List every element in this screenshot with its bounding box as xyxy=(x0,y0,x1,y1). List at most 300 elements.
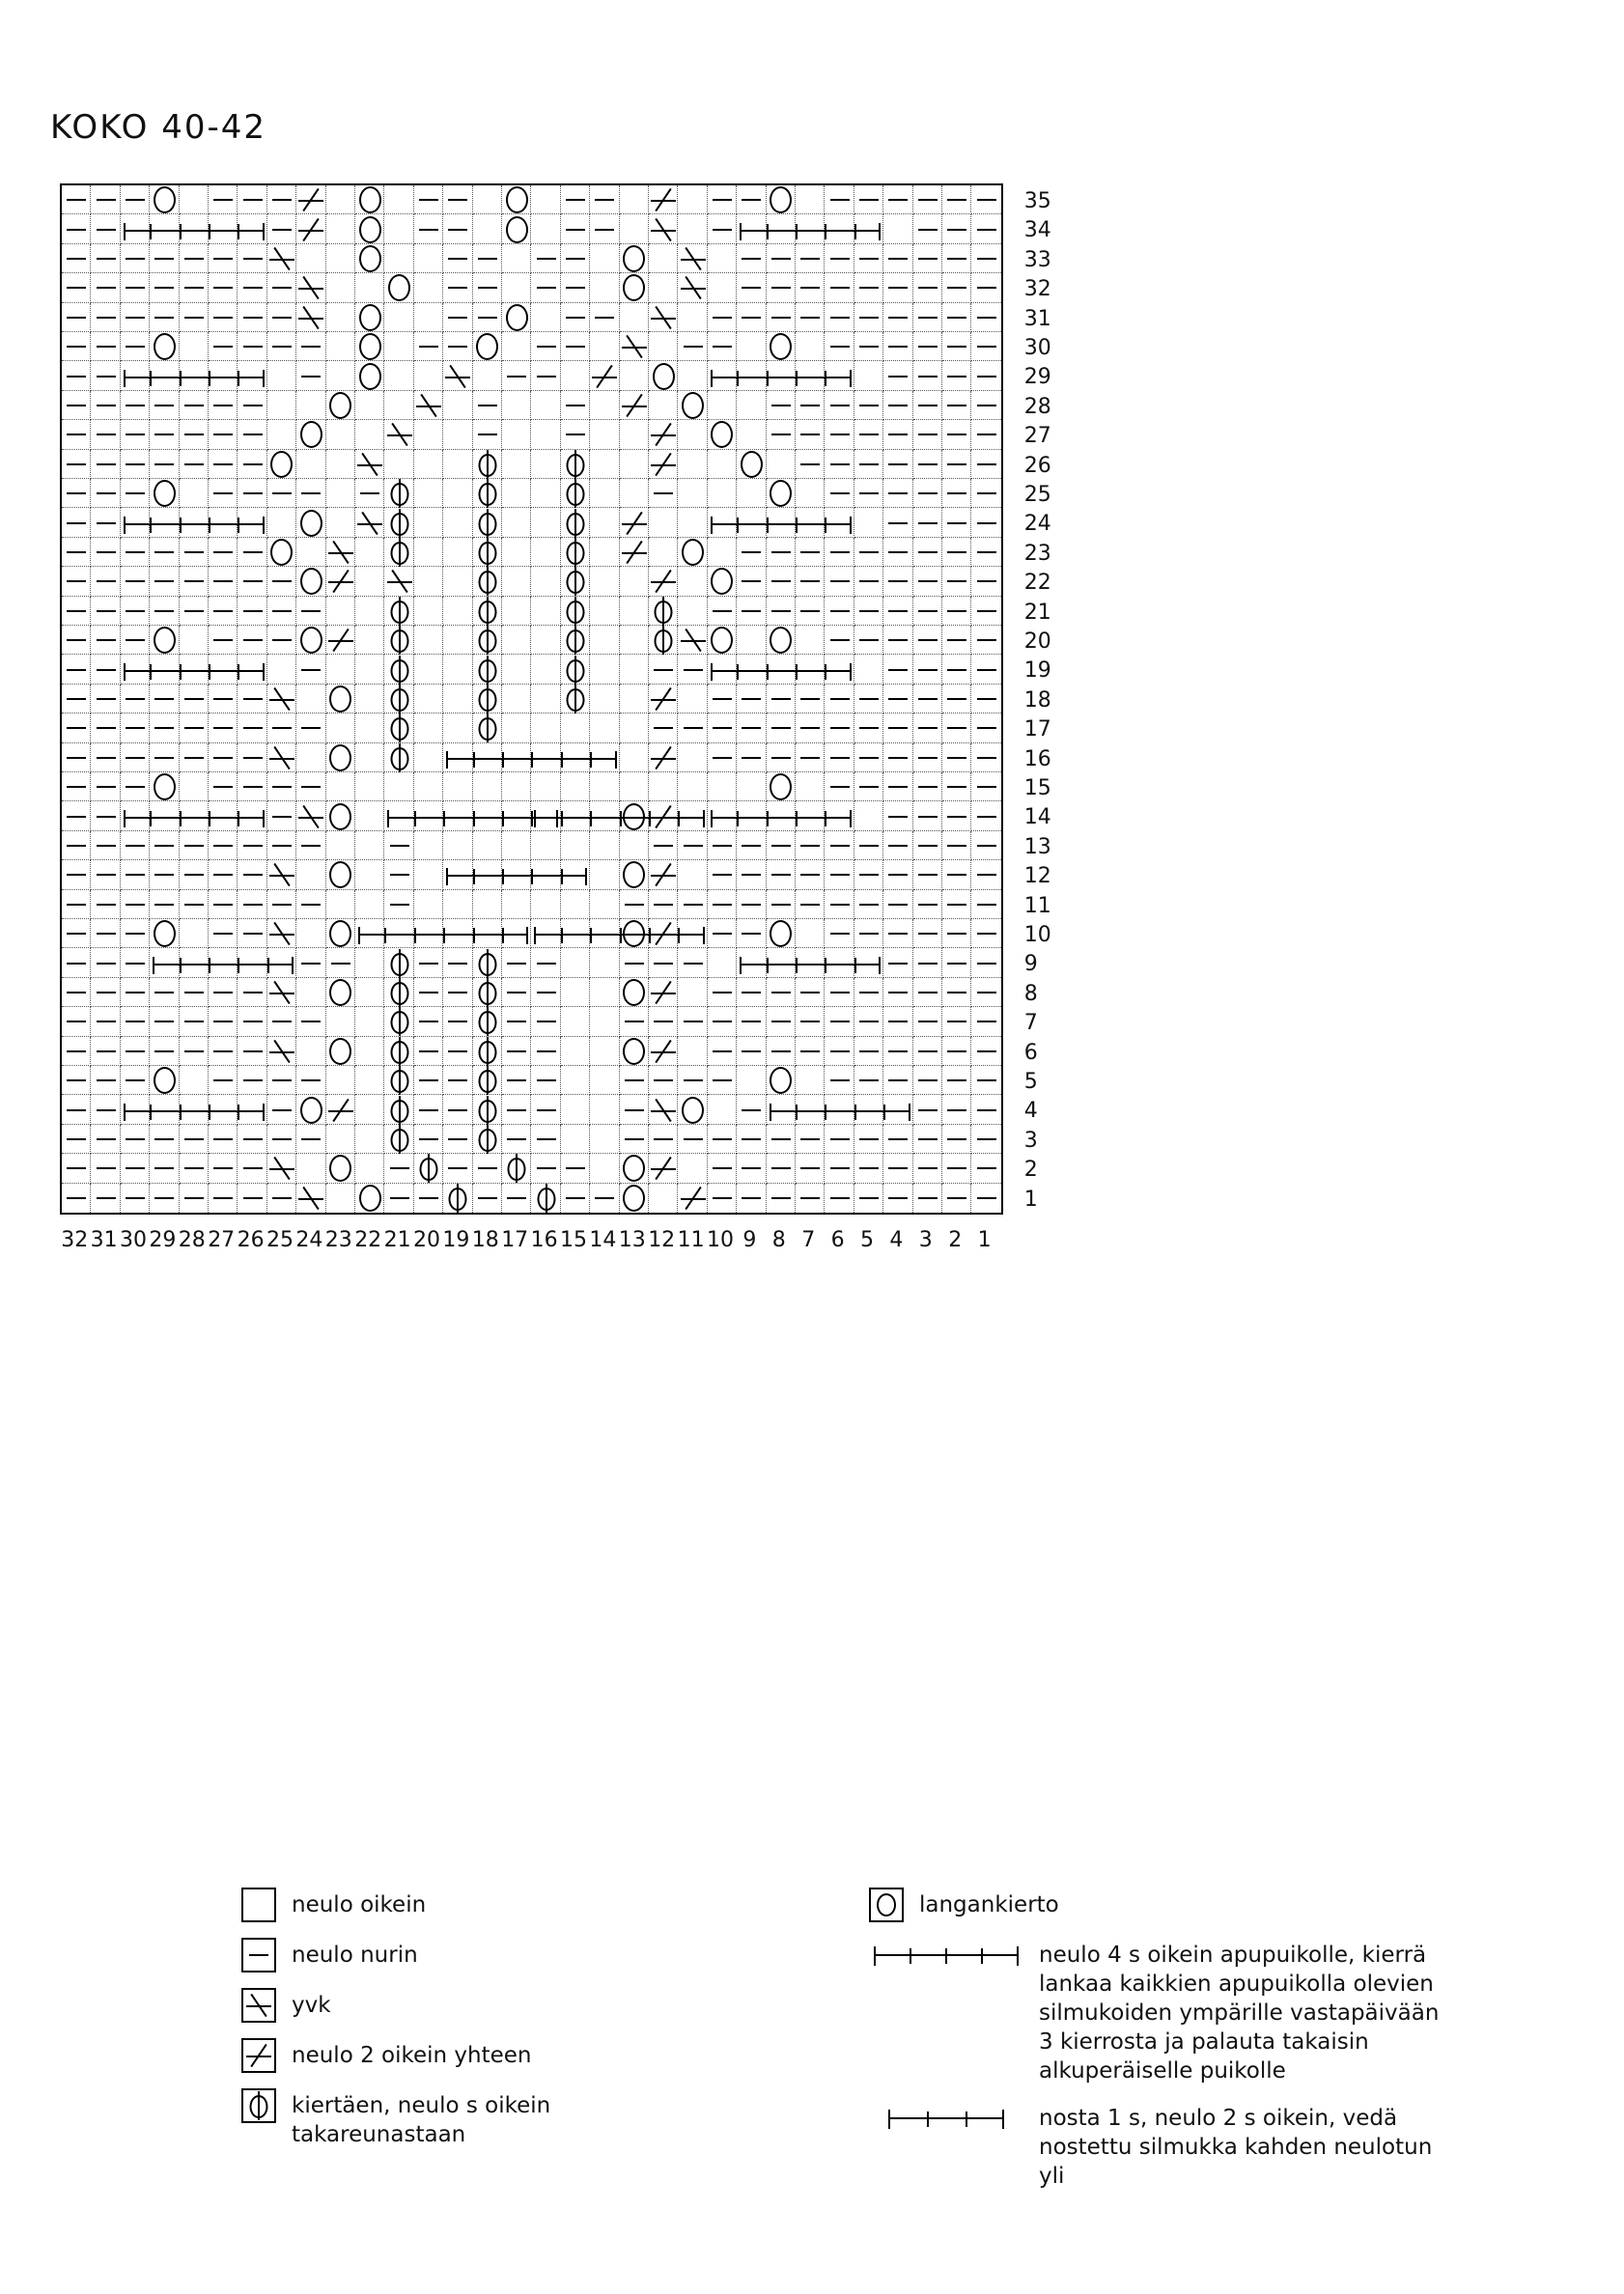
chart-symbol-purl xyxy=(238,1184,266,1213)
chart-symbol-ssk xyxy=(384,420,413,449)
chart-symbol-purl xyxy=(414,1066,443,1095)
chart-symbol-purl xyxy=(443,978,472,1007)
chart-row-number: 31 xyxy=(1023,306,1051,331)
chart-symbol-purl xyxy=(883,273,912,302)
chart-symbol-purl xyxy=(150,978,179,1007)
chart-symbol-purl xyxy=(121,948,150,977)
chart-cell xyxy=(443,508,472,537)
chart-symbol-purl xyxy=(678,332,707,361)
chart-symbol-ssk xyxy=(267,860,296,889)
chart-symbol-purl xyxy=(121,450,150,479)
chart-symbol-ssk xyxy=(649,303,678,332)
chart-symbol-purl xyxy=(942,948,971,977)
chart-symbol-purl xyxy=(180,273,209,302)
chart-symbol-purl xyxy=(209,597,238,626)
chart-symbol-purl xyxy=(91,273,120,302)
chart-symbol-twist xyxy=(384,743,413,772)
chart-symbol-purl xyxy=(767,391,796,420)
chart-symbol-purl xyxy=(443,273,472,302)
chart-symbol-k2tog xyxy=(649,978,678,1007)
chart-cell xyxy=(180,772,209,801)
chart-column-number: 10 xyxy=(707,1228,734,1252)
chart-symbol-purl xyxy=(796,597,825,626)
chart-symbol-yo xyxy=(150,626,179,655)
symbol-k2tog-icon xyxy=(241,2038,276,2073)
chart-symbol-purl xyxy=(62,801,91,830)
chart-cell xyxy=(443,831,472,860)
chart-symbol-purl xyxy=(737,978,766,1007)
chart-cell xyxy=(561,890,590,919)
chart-cell xyxy=(590,948,619,977)
chart-symbol-purl xyxy=(414,1007,443,1036)
chart-cell xyxy=(502,538,531,567)
chart-symbol-purl xyxy=(62,597,91,626)
chart-symbol-purl xyxy=(443,185,472,214)
chart-cell xyxy=(796,332,825,361)
chart-cell xyxy=(590,831,619,860)
chart-symbol-purl xyxy=(883,538,912,567)
chart-column-number: 4 xyxy=(889,1228,904,1252)
chart-symbol-purl xyxy=(825,1066,854,1095)
chart-cell xyxy=(620,420,649,449)
chart-symbol-purl xyxy=(649,1125,678,1154)
chart-symbol-purl xyxy=(531,1154,560,1183)
chart-symbol-purl xyxy=(209,332,238,361)
chart-cell xyxy=(384,185,413,214)
chart-symbol-purl xyxy=(825,860,854,889)
chart-cell xyxy=(355,273,384,302)
chart-symbol-twist xyxy=(531,1184,560,1213)
chart-cell xyxy=(326,479,355,508)
chart-symbol-purl xyxy=(180,244,209,273)
chart-cell xyxy=(708,772,737,801)
chart-symbol-yo xyxy=(620,978,649,1007)
chart-symbol-purl xyxy=(150,685,179,713)
chart-symbol-twist xyxy=(384,948,413,977)
chart-symbol-purl xyxy=(883,567,912,596)
chart-symbol-purl xyxy=(708,890,737,919)
chart-symbol-purl xyxy=(913,1125,942,1154)
chart-row-number: 3 xyxy=(1023,1128,1038,1153)
chart-cell xyxy=(620,831,649,860)
chart-cell xyxy=(414,450,443,479)
chart-symbol-purl xyxy=(209,1037,238,1066)
chart-symbol-purl xyxy=(942,420,971,449)
chart-cell xyxy=(531,626,560,655)
chart-symbol-purl xyxy=(121,713,150,742)
chart-column-number: 8 xyxy=(771,1228,786,1252)
chart-symbol-purl xyxy=(913,1184,942,1213)
chart-symbol-purl xyxy=(737,185,766,214)
chart-column-number: 30 xyxy=(120,1228,147,1252)
chart-cell xyxy=(561,1037,590,1066)
chart-symbol-purl xyxy=(883,479,912,508)
chart-symbol-purl xyxy=(443,244,472,273)
chart-symbol-purl xyxy=(150,860,179,889)
chart-symbol-purl xyxy=(825,244,854,273)
chart-cell xyxy=(473,772,502,801)
chart-symbol-purl xyxy=(796,1184,825,1213)
chart-cell xyxy=(414,597,443,626)
chart-symbol-yo xyxy=(150,332,179,361)
chart-symbol-purl xyxy=(296,890,325,919)
chart-cell xyxy=(531,479,560,508)
chart-cell xyxy=(737,479,766,508)
chart-cell xyxy=(414,567,443,596)
chart-symbol-purl xyxy=(180,1125,209,1154)
chart-symbol-purl xyxy=(209,919,238,948)
chart-symbol-purl xyxy=(62,978,91,1007)
chart-symbol-purl xyxy=(91,919,120,948)
chart-symbol-purl xyxy=(942,1184,971,1213)
chart-symbol-purl xyxy=(854,391,883,420)
chart-symbol-twist xyxy=(473,713,502,742)
chart-symbol-purl xyxy=(180,978,209,1007)
chart-symbol-purl xyxy=(796,743,825,772)
chart-cell xyxy=(384,391,413,420)
chart-cell xyxy=(502,567,531,596)
chart-cell xyxy=(443,538,472,567)
chart-cell xyxy=(590,450,619,479)
chart-row-number: 8 xyxy=(1023,981,1038,1006)
chart-symbol-twist xyxy=(384,626,413,655)
chart-symbol-purl xyxy=(971,919,1000,948)
chart-cell xyxy=(267,655,296,684)
chart-symbol-purl xyxy=(825,831,854,860)
chart-symbol-twist xyxy=(384,508,413,537)
chart-symbol-yo xyxy=(649,361,678,390)
chart-row-number: 33 xyxy=(1023,247,1051,272)
chart-symbol-purl xyxy=(825,273,854,302)
chart-symbol-purl xyxy=(502,1007,531,1036)
chart-cell xyxy=(620,450,649,479)
chart-symbol-purl xyxy=(737,1095,766,1124)
chart-cell xyxy=(649,391,678,420)
chart-cell xyxy=(414,860,443,889)
chart-symbol-purl xyxy=(649,890,678,919)
chart-symbol-yo xyxy=(296,626,325,655)
chart-cell xyxy=(502,685,531,713)
chart-symbol-purl xyxy=(913,919,942,948)
chart-symbol-purl xyxy=(971,1184,1000,1213)
chart-symbol-ssk xyxy=(326,538,355,567)
chart-symbol-purl xyxy=(767,420,796,449)
chart-symbol-purl xyxy=(678,655,707,684)
chart-symbol-purl xyxy=(62,1184,91,1213)
chart-cell xyxy=(590,244,619,273)
chart-cell xyxy=(590,332,619,361)
chart-symbol-purl xyxy=(825,978,854,1007)
legend-label: yvk xyxy=(292,1993,331,2018)
chart-row-number: 26 xyxy=(1023,453,1051,478)
chart-cell xyxy=(620,713,649,742)
chart-symbol-ssk xyxy=(649,214,678,243)
chart-symbol-purl xyxy=(62,1095,91,1124)
chart-symbol-ssk xyxy=(296,801,325,830)
chart-symbol-purl xyxy=(825,685,854,713)
chart-cell xyxy=(796,1066,825,1095)
chart-cell xyxy=(678,685,707,713)
chart-symbol-twist xyxy=(473,597,502,626)
chart-span-bracket xyxy=(124,1110,265,1112)
chart-symbol-purl xyxy=(209,713,238,742)
chart-symbol-purl xyxy=(942,303,971,332)
chart-symbol-purl xyxy=(825,1007,854,1036)
chart-cell xyxy=(737,391,766,420)
chart-symbol-purl xyxy=(825,538,854,567)
chart-symbol-twist xyxy=(384,978,413,1007)
chart-symbol-purl xyxy=(121,890,150,919)
chart-symbol-purl xyxy=(942,332,971,361)
chart-symbol-purl xyxy=(296,655,325,684)
chart-symbol-twist xyxy=(473,479,502,508)
chart-cell xyxy=(414,508,443,537)
chart-symbol-purl xyxy=(91,713,120,742)
chart-symbol-purl xyxy=(942,391,971,420)
chart-symbol-ssk xyxy=(414,391,443,420)
chart-column-number: 3 xyxy=(918,1228,933,1252)
chart-column-number: 24 xyxy=(295,1228,323,1252)
chart-cell xyxy=(590,538,619,567)
chart-symbol-purl xyxy=(825,450,854,479)
chart-symbol-k2tog xyxy=(296,214,325,243)
chart-symbol-purl xyxy=(708,919,737,948)
chart-cell xyxy=(296,391,325,420)
chart-cell xyxy=(531,185,560,214)
chart-symbol-purl xyxy=(942,831,971,860)
chart-symbol-purl xyxy=(238,685,266,713)
chart-symbol-purl xyxy=(854,1154,883,1183)
chart-symbol-purl xyxy=(854,567,883,596)
chart-cell xyxy=(590,1125,619,1154)
chart-cell xyxy=(590,1007,619,1036)
chart-symbol-purl xyxy=(971,450,1000,479)
chart-span-bracket xyxy=(124,377,265,378)
chart-symbol-purl xyxy=(708,1037,737,1066)
chart-symbol-purl xyxy=(708,1184,737,1213)
chart-symbol-purl xyxy=(267,332,296,361)
chart-symbol-twist xyxy=(561,567,590,596)
chart-cell xyxy=(649,508,678,537)
chart-symbol-ssk xyxy=(296,303,325,332)
chart-symbol-purl xyxy=(737,1037,766,1066)
chart-symbol-purl xyxy=(62,1007,91,1036)
chart-cell xyxy=(473,185,502,214)
chart-cell xyxy=(531,420,560,449)
chart-cell xyxy=(414,303,443,332)
chart-symbol-purl xyxy=(708,743,737,772)
chart-symbol-purl xyxy=(473,303,502,332)
chart-symbol-yo xyxy=(296,420,325,449)
chart-cell xyxy=(590,655,619,684)
chart-symbol-twist xyxy=(473,655,502,684)
chart-symbol-purl xyxy=(913,1037,942,1066)
chart-symbol-purl xyxy=(971,713,1000,742)
chart-symbol-purl xyxy=(238,1066,266,1095)
chart-symbol-purl xyxy=(121,1007,150,1036)
chart-symbol-purl xyxy=(942,1154,971,1183)
chart-symbol-purl xyxy=(209,860,238,889)
chart-symbol-twist xyxy=(384,685,413,713)
chart-cell xyxy=(443,713,472,742)
chart-symbol-purl xyxy=(238,273,266,302)
chart-symbol-purl xyxy=(649,1066,678,1095)
chart-symbol-purl xyxy=(737,597,766,626)
chart-symbol-purl xyxy=(854,685,883,713)
chart-symbol-purl xyxy=(502,361,531,390)
chart-symbol-purl xyxy=(767,890,796,919)
chart-symbol-twist xyxy=(384,597,413,626)
chart-symbol-purl xyxy=(620,1095,649,1124)
chart-column-number: 1 xyxy=(977,1228,992,1252)
chart-symbol-purl xyxy=(854,332,883,361)
chart-symbol-purl xyxy=(62,273,91,302)
chart-symbol-purl xyxy=(825,713,854,742)
chart-symbol-purl xyxy=(649,713,678,742)
chart-symbol-purl xyxy=(443,303,472,332)
chart-symbol-purl xyxy=(883,801,912,830)
chart-cell xyxy=(326,772,355,801)
chart-symbol-purl xyxy=(883,626,912,655)
chart-symbol-purl xyxy=(913,978,942,1007)
chart-symbol-purl xyxy=(443,1066,472,1095)
chart-symbol-purl xyxy=(238,713,266,742)
chart-symbol-purl xyxy=(209,1154,238,1183)
chart-symbol-yo xyxy=(502,303,531,332)
chart-symbol-purl xyxy=(121,1154,150,1183)
chart-symbol-k2tog xyxy=(649,567,678,596)
chart-symbol-purl xyxy=(150,391,179,420)
chart-symbol-purl xyxy=(531,1125,560,1154)
chart-symbol-purl xyxy=(443,1007,472,1036)
chart-symbol-purl xyxy=(942,1125,971,1154)
chart-symbol-purl xyxy=(737,713,766,742)
chart-symbol-twist xyxy=(414,1154,443,1183)
chart-cell xyxy=(561,1007,590,1036)
chart-symbol-purl xyxy=(267,801,296,830)
chart-symbol-purl xyxy=(209,1007,238,1036)
chart-symbol-purl xyxy=(825,743,854,772)
chart-symbol-purl xyxy=(971,1125,1000,1154)
chart-symbol-yo xyxy=(737,450,766,479)
chart-symbol-purl xyxy=(708,685,737,713)
chart-symbol-purl xyxy=(384,890,413,919)
chart-symbol-purl xyxy=(796,567,825,596)
chart-cell xyxy=(531,214,560,243)
chart-symbol-purl xyxy=(942,450,971,479)
chart-symbol-purl xyxy=(737,743,766,772)
chart-cell xyxy=(384,361,413,390)
chart-cell xyxy=(443,655,472,684)
chart-symbol-purl xyxy=(913,1154,942,1183)
chart-symbol-purl xyxy=(883,831,912,860)
chart-symbol-purl xyxy=(796,273,825,302)
chart-symbol-purl xyxy=(91,185,120,214)
chart-symbol-purl xyxy=(971,303,1000,332)
chart-cell xyxy=(443,420,472,449)
chart-cell xyxy=(502,332,531,361)
chart-column-number: 7 xyxy=(801,1228,816,1252)
chart-symbol-purl xyxy=(942,214,971,243)
chart-cell xyxy=(443,772,472,801)
chart-symbol-purl xyxy=(854,743,883,772)
chart-symbol-yo xyxy=(473,332,502,361)
chart-symbol-purl xyxy=(767,567,796,596)
chart-column-number: 25 xyxy=(266,1228,294,1252)
chart-symbol-purl xyxy=(942,860,971,889)
chart-symbol-purl xyxy=(708,1066,737,1095)
chart-symbol-k2tog xyxy=(590,361,619,390)
chart-cell xyxy=(414,713,443,742)
chart-symbol-purl xyxy=(296,479,325,508)
chart-symbol-purl xyxy=(531,978,560,1007)
legend-item xyxy=(241,2088,657,2150)
chart-symbol-purl xyxy=(91,450,120,479)
chart-symbol-purl xyxy=(62,508,91,537)
chart-column-number: 22 xyxy=(354,1228,382,1252)
chart-symbol-ssk xyxy=(649,1095,678,1124)
chart-cell xyxy=(796,772,825,801)
chart-cell xyxy=(502,420,531,449)
chart-symbol-purl xyxy=(180,1037,209,1066)
chart-cell xyxy=(620,214,649,243)
chart-symbol-purl xyxy=(91,626,120,655)
chart-symbol-purl xyxy=(767,978,796,1007)
chart-symbol-purl xyxy=(708,860,737,889)
symbol-ssk-icon xyxy=(241,1988,276,2023)
chart-column-number: 23 xyxy=(324,1228,352,1252)
chart-cell xyxy=(561,1095,590,1124)
chart-symbol-purl xyxy=(209,685,238,713)
chart-symbol-purl xyxy=(267,1007,296,1036)
legend-label: langankierto xyxy=(919,1892,1059,1917)
chart-symbol-purl xyxy=(942,1007,971,1036)
chart-symbol-purl xyxy=(62,185,91,214)
chart-symbol-purl xyxy=(150,1125,179,1154)
chart-symbol-purl xyxy=(150,244,179,273)
chart-symbol-purl xyxy=(531,1037,560,1066)
chart-row-number: 14 xyxy=(1023,805,1051,830)
chart-cell xyxy=(531,831,560,860)
chart-cell xyxy=(473,214,502,243)
chart-symbol-purl xyxy=(238,597,266,626)
chart-symbol-purl xyxy=(796,685,825,713)
chart-symbol-purl xyxy=(767,1007,796,1036)
chart-cell xyxy=(649,273,678,302)
chart-symbol-purl xyxy=(971,332,1000,361)
chart-symbol-purl xyxy=(825,303,854,332)
chart-cell xyxy=(620,743,649,772)
chart-symbol-purl xyxy=(708,185,737,214)
chart-symbol-purl xyxy=(708,831,737,860)
chart-symbol-purl xyxy=(883,508,912,537)
chart-column-number: 12 xyxy=(648,1228,676,1252)
chart-cell xyxy=(267,420,296,449)
chart-symbol-purl xyxy=(854,185,883,214)
chart-symbol-purl xyxy=(942,978,971,1007)
chart-symbol-yo xyxy=(355,332,384,361)
chart-symbol-yo xyxy=(267,450,296,479)
chart-row-number: 5 xyxy=(1023,1070,1038,1094)
chart-cell xyxy=(355,626,384,655)
chart-symbol-purl xyxy=(971,1037,1000,1066)
chart-cell xyxy=(708,450,737,479)
chart-symbol-purl xyxy=(825,332,854,361)
chart-symbol-purl xyxy=(150,831,179,860)
chart-symbol-purl xyxy=(913,1066,942,1095)
chart-row-number: 24 xyxy=(1023,512,1051,537)
chart-symbol-purl xyxy=(971,391,1000,420)
